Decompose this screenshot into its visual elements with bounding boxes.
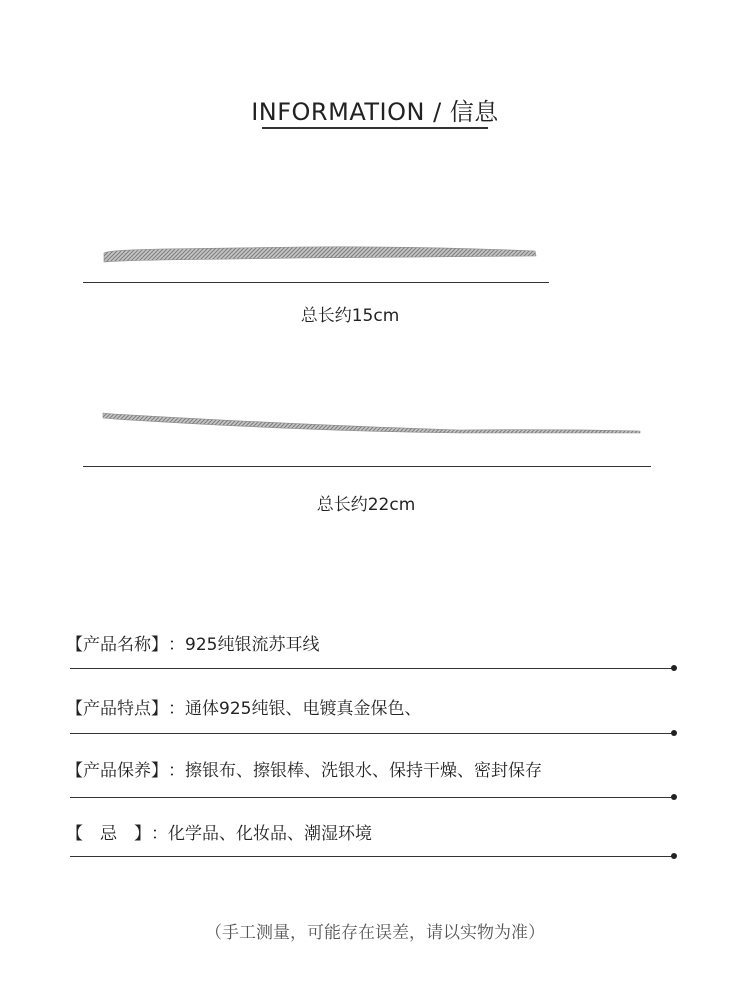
spec-value: 925纯银流苏耳线 <box>185 635 320 655</box>
spec-divider <box>70 856 674 857</box>
spec-value: 擦银布、擦银棒、洗银水、保持干燥、密封保存 <box>185 761 542 781</box>
spec-product-features <box>66 694 421 719</box>
length-caption-15cm: 总长约15cm <box>300 306 400 326</box>
spec-divider <box>70 733 674 734</box>
measurement-disclaimer: （手工测量，可能存在误差，请以实物为准） <box>205 923 545 943</box>
spec-separator: ： <box>151 824 168 844</box>
length-caption-22cm: 总长约22cm <box>316 495 416 515</box>
spec-value: 通体925纯银、电镀真金保色、 <box>185 699 422 719</box>
spec-separator: ： <box>168 761 185 781</box>
spec-label: 【产品特点】 <box>66 699 168 719</box>
chain-image-22cm <box>0 0 750 480</box>
spec-product-care <box>66 756 542 781</box>
spec-separator: ： <box>168 635 185 655</box>
spec-divider <box>70 797 674 798</box>
spec-separator: ： <box>168 699 185 719</box>
spec-avoid <box>66 819 372 844</box>
spec-divider-dot <box>671 794 677 800</box>
spec-label: 【产品保养】 <box>66 761 168 781</box>
spec-label: 【 忌 】 <box>66 824 151 844</box>
spec-divider-dot <box>671 665 677 671</box>
spec-divider <box>70 668 674 669</box>
section-title: INFORMATION / 信息 <box>251 98 499 126</box>
measure-line-22cm <box>83 466 651 467</box>
spec-divider-dot <box>671 730 677 736</box>
spec-product-name <box>66 630 319 655</box>
spec-divider-dot <box>671 853 677 859</box>
spec-value: 化学品、化妆品、潮湿环境 <box>168 824 372 844</box>
spec-label: 【产品名称】 <box>66 635 168 655</box>
